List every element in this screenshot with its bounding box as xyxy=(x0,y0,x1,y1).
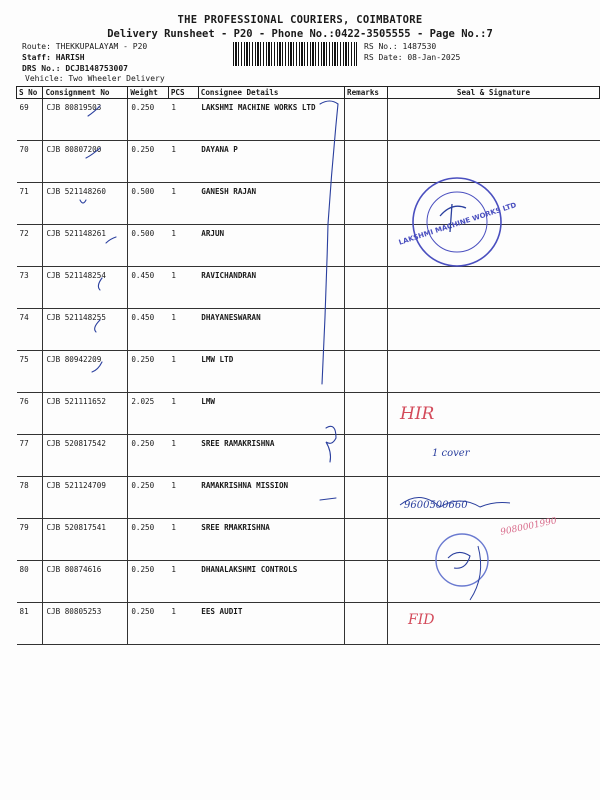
row-consignment: CJB 80807200 xyxy=(43,141,128,183)
row-consignee: DAYANA P xyxy=(198,141,344,183)
row-seal xyxy=(387,561,599,603)
row-sno: 72 xyxy=(17,225,43,267)
row-seal xyxy=(387,99,599,141)
row-pcs: 1 xyxy=(168,393,198,435)
hw-number: 9080001990 xyxy=(499,516,558,538)
row-pcs: 1 xyxy=(168,309,198,351)
doc-title: THE PROFESSIONAL COURIERS, COIMBATORE xyxy=(177,14,423,26)
row-sno: 76 xyxy=(17,393,43,435)
row-remarks xyxy=(345,435,388,477)
row-weight: 0.500 xyxy=(128,183,168,225)
row-pcs: 1 xyxy=(168,561,198,603)
row-remarks xyxy=(345,477,388,519)
row-weight: 0.450 xyxy=(128,267,168,309)
row-seal xyxy=(387,183,599,225)
rs-date: RS Date: 08-Jan-2025 xyxy=(364,53,461,62)
hw-cover: 1 cover xyxy=(432,448,470,459)
drs-number: DRS No.: DCJB148753007 xyxy=(22,64,128,73)
row-consignment: CJB 520817542 xyxy=(43,435,128,477)
row-seal xyxy=(387,309,599,351)
row-remarks xyxy=(345,267,388,309)
col-consignment: Consignment No xyxy=(43,87,128,99)
row-consignee: LMW LTD xyxy=(198,351,344,393)
row-remarks xyxy=(345,309,388,351)
vehicle-label: Vehicle: Two Wheeler Delivery xyxy=(25,74,165,83)
row-sno: 69 xyxy=(17,99,43,141)
doc-subtitle: Delivery Runsheet - P20 - Phone No.:0422-3505555 - Page No.:7 xyxy=(107,28,493,40)
row-seal xyxy=(387,141,599,183)
row-consignee: RAMAKRISHNA MISSION xyxy=(198,477,344,519)
table-header-row xyxy=(17,87,600,99)
row-weight: 0.250 xyxy=(128,603,168,645)
row-consignee: LMW xyxy=(198,393,344,435)
row-seal xyxy=(387,267,599,309)
table-row xyxy=(17,225,600,267)
table-row xyxy=(17,267,600,309)
row-consignment: CJB 80819503 xyxy=(43,99,128,141)
row-pcs: 1 xyxy=(168,351,198,393)
col-seal: Seal & Signature xyxy=(387,87,599,99)
row-pcs: 1 xyxy=(168,141,198,183)
table-row xyxy=(17,561,600,603)
col-consignee: Consignee Details xyxy=(198,87,344,99)
row-consignment: CJB 520817541 xyxy=(43,519,128,561)
row-consignment: CJB 80805253 xyxy=(43,603,128,645)
row-consignee: RAVICHANDRAN xyxy=(198,267,344,309)
row-pcs: 1 xyxy=(168,99,198,141)
table-row xyxy=(17,141,600,183)
table-row xyxy=(17,183,600,225)
row-consignee: EES AUDIT xyxy=(198,603,344,645)
row-remarks xyxy=(345,141,388,183)
row-consignment: CJB 521148261 xyxy=(43,225,128,267)
row-pcs: 1 xyxy=(168,603,198,645)
row-weight: 0.250 xyxy=(128,519,168,561)
table-row xyxy=(17,309,600,351)
row-weight: 0.250 xyxy=(128,477,168,519)
row-consignment: CJB 521148255 xyxy=(43,309,128,351)
row-seal xyxy=(387,477,599,519)
row-consignment: CJB 521148260 xyxy=(43,183,128,225)
row-sno: 77 xyxy=(17,435,43,477)
row-pcs: 1 xyxy=(168,267,198,309)
row-weight: 0.250 xyxy=(128,561,168,603)
row-consignment: CJB 521148254 xyxy=(43,267,128,309)
table-row xyxy=(17,435,600,477)
col-remarks: Remarks xyxy=(345,87,388,99)
row-sno: 71 xyxy=(17,183,43,225)
row-sno: 81 xyxy=(17,603,43,645)
row-weight: 0.500 xyxy=(128,225,168,267)
row-consignee: SREE RMAKRISHNA xyxy=(198,519,344,561)
row-sno: 78 xyxy=(17,477,43,519)
row-pcs: 1 xyxy=(168,183,198,225)
row-sno: 79 xyxy=(17,519,43,561)
row-consignee: DHAYANESWARAN xyxy=(198,309,344,351)
row-weight: 0.250 xyxy=(128,351,168,393)
row-sno: 73 xyxy=(17,267,43,309)
row-remarks xyxy=(345,183,388,225)
row-remarks xyxy=(345,561,388,603)
row-remarks xyxy=(345,603,388,645)
row-consignee: DHANALAKSHMI CONTROLS xyxy=(198,561,344,603)
row-consignee: SREE RAMAKRISHNA xyxy=(198,435,344,477)
row-seal xyxy=(387,225,599,267)
row-seal xyxy=(387,435,599,477)
row-pcs: 1 xyxy=(168,519,198,561)
row-consignee: LAKSHMI MACHINE WORKS LTD xyxy=(198,99,344,141)
col-pcs: PCS xyxy=(168,87,198,99)
table-row xyxy=(17,99,600,141)
row-seal xyxy=(387,519,599,561)
runsheet-table xyxy=(16,86,600,645)
row-sno: 75 xyxy=(17,351,43,393)
row-pcs: 1 xyxy=(168,477,198,519)
route-label: Route: THEKKUPALAYAM - P20 xyxy=(22,42,148,51)
row-remarks xyxy=(345,99,388,141)
row-remarks xyxy=(345,351,388,393)
rs-number: RS No.: 1487530 xyxy=(364,42,437,51)
row-sno: 74 xyxy=(17,309,43,351)
row-consignment: CJB 521111652 xyxy=(43,393,128,435)
stamp-text: LAKSHMI MACHINE WORKS LTD xyxy=(397,201,518,247)
hw-phone: 9600500660 xyxy=(404,500,468,511)
row-weight: 0.250 xyxy=(128,435,168,477)
row-consignment: CJB 521124709 xyxy=(43,477,128,519)
row-consignment: CJB 80874616 xyxy=(43,561,128,603)
table-row xyxy=(17,603,600,645)
row-weight: 0.250 xyxy=(128,99,168,141)
staff-label: Staff: HARISH xyxy=(22,53,85,62)
row-weight: 0.450 xyxy=(128,309,168,351)
hw-hir: HIR xyxy=(400,404,435,424)
row-weight: 0.250 xyxy=(128,141,168,183)
table-row xyxy=(17,477,600,519)
row-consignee: GANESH RAJAN xyxy=(198,183,344,225)
row-consignment: CJB 80942209 xyxy=(43,351,128,393)
table-row xyxy=(17,351,600,393)
row-sno: 80 xyxy=(17,561,43,603)
row-weight: 2.025 xyxy=(128,393,168,435)
row-pcs: 1 xyxy=(168,225,198,267)
hw-fid: FID xyxy=(408,612,435,628)
barcode xyxy=(233,42,357,66)
row-seal xyxy=(387,351,599,393)
row-consignee: ARJUN xyxy=(198,225,344,267)
table-row xyxy=(17,393,600,435)
col-sno: S No xyxy=(17,87,43,99)
row-remarks xyxy=(345,393,388,435)
row-remarks xyxy=(345,225,388,267)
col-weight: Weight xyxy=(128,87,168,99)
row-pcs: 1 xyxy=(168,435,198,477)
row-remarks xyxy=(345,519,388,561)
row-sno: 70 xyxy=(17,141,43,183)
